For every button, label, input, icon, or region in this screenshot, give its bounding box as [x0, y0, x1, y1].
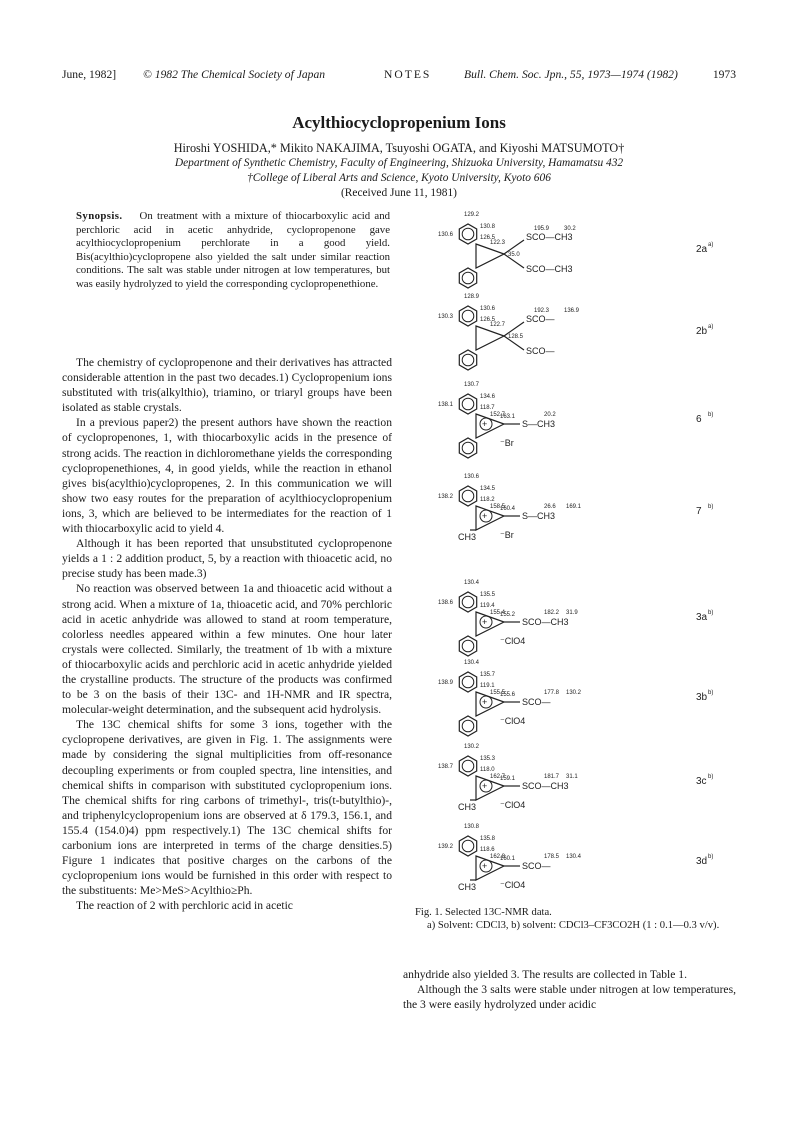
aromatic-circle	[462, 310, 474, 322]
shift-label: 152.7	[490, 412, 506, 418]
shift-label: 128.9	[464, 294, 480, 300]
substituent-label: S—CH3	[522, 511, 556, 521]
aromatic-circle	[462, 760, 474, 772]
shift-label: 155.6	[500, 692, 516, 698]
shift-label: 130.6	[464, 474, 480, 480]
acyl-group-label: SCO—CH3	[526, 232, 573, 242]
author-list: Hiroshi YOSHIDA,* Mikito NAKAJIMA, Tsuyoshi OGATA, and Kiyoshi MATSUMOTO†	[173, 141, 625, 155]
aromatic-circle	[462, 676, 474, 688]
counter-ion-label: ⁻ClO4	[500, 880, 526, 890]
acyl-group-label: SCO—	[526, 314, 555, 324]
counter-ion-label: ⁻ClO4	[500, 636, 526, 646]
shift-label: 136.9	[564, 308, 580, 314]
counter-ion-label: ⁻ClO4	[500, 800, 526, 810]
cyclopropene-ring	[476, 326, 504, 350]
shift-label: 162.7	[490, 774, 506, 780]
structure-drawings	[440, 212, 730, 892]
header-date: June, 1982]	[62, 68, 117, 81]
compound-id: 3b	[696, 692, 708, 703]
header-section: NOTES	[384, 68, 432, 81]
methyl-label: CH3	[458, 882, 477, 892]
aromatic-circle	[462, 490, 474, 502]
shift-label: 135.3	[480, 756, 496, 762]
compound-id: 3a	[696, 612, 708, 623]
shift-label: 129.2	[464, 212, 480, 218]
shift-label: 138.2	[438, 494, 454, 500]
shift-label: 134.6	[480, 394, 496, 400]
header-page-number: 1973	[712, 68, 736, 81]
figure-caption	[415, 906, 735, 932]
shift-label: 119.1	[480, 683, 495, 689]
body-text-left-column	[62, 355, 392, 913]
aromatic-circle	[462, 596, 474, 608]
shift-label: 160.4	[500, 506, 516, 512]
received-date: (Received June 11, 1981)	[341, 187, 457, 199]
solvent-note-mark: b)	[708, 504, 714, 510]
shift-label: 128.5	[508, 334, 524, 340]
shift-label: 122.3	[490, 240, 506, 246]
shift-label: 130.2	[464, 744, 480, 750]
shift-label: 155.5	[490, 690, 506, 696]
shift-label: 159.1	[500, 776, 516, 782]
shift-label: 178.5	[544, 854, 560, 860]
shift-label: 119.4	[480, 603, 495, 609]
shift-label: 138.1	[438, 402, 454, 408]
shift-label: 177.8	[544, 690, 560, 696]
shift-label: 138.7	[438, 764, 454, 770]
shift-label: 122.7	[490, 322, 506, 328]
shift-label: 169.1	[566, 504, 582, 510]
shift-label: 126.5	[480, 317, 496, 323]
shift-label: 130.4	[464, 660, 480, 666]
compound-id: 3d	[696, 856, 708, 867]
shift-label: 138.6	[438, 600, 454, 606]
substituent-label: SCO—	[522, 697, 551, 707]
shift-label: 130.6	[438, 232, 454, 238]
synopsis	[76, 210, 390, 292]
shift-label: 130.4	[566, 854, 582, 860]
plus-charge: +	[482, 511, 488, 521]
header-journal: Bull. Chem. Soc. Jpn., 55, 1973—1974 (1982)	[464, 68, 678, 81]
shift-label: 130.8	[464, 824, 480, 830]
substituent-label: S—CH3	[522, 419, 556, 429]
aromatic-circle	[462, 398, 474, 410]
shift-label: 135.7	[480, 672, 496, 678]
solvent-note-mark: a)	[708, 242, 714, 248]
affiliation-1: Department of Synthetic Chemistry, Faculty of Engineering, Shizuoka University, Hamamatsu 432	[174, 157, 624, 169]
acyl-group-label: SCO—CH3	[526, 264, 573, 274]
shift-label: 134.5	[480, 486, 496, 492]
shift-label: 130.8	[480, 224, 496, 230]
counter-ion-label: ⁻ClO4	[500, 716, 526, 726]
header-copyright: © 1982 The Chemical Society of Japan	[143, 68, 326, 81]
paragraph: The reaction of 2 with perchloric acid in acetic	[76, 899, 293, 913]
counter-ion-label: ⁻Br	[500, 438, 514, 448]
body-text-right-column	[403, 967, 736, 1012]
shift-label: 118.2	[480, 497, 495, 503]
shift-label: 135.8	[480, 836, 496, 842]
shift-label: 130.6	[480, 306, 496, 312]
shift-label: 181.7	[544, 774, 560, 780]
compound-id: 2b	[696, 326, 708, 337]
cyclopropene-ring	[476, 244, 504, 268]
shift-label: 20.2	[544, 412, 556, 418]
shift-label: 26.6	[544, 504, 556, 510]
shift-label: 31.1	[566, 774, 578, 780]
plus-charge: +	[482, 781, 488, 791]
plus-charge: +	[482, 861, 488, 871]
synopsis-label: Synopsis.	[76, 210, 123, 222]
paragraph: anhydride also yielded 3. The results are collected in Table 1.	[403, 968, 688, 981]
caption-solvent-note: a) Solvent: CDCl3, b) solvent: CDCl3–CF3CO2H (1 : 0.1—0.3 v/v).	[427, 920, 720, 932]
synopsis-text: On treatment with a mixture of thiocarboxylic acid and perchloric acid in acetic anhydride, cyclopropenone gave acylthiocyclopropenium perchlorate in a good yield. Bis(acylthio)cyclopropene also yielded the salt under similar reaction conditions. The salt was stable under nitrogen at low temperatures, but was easily hydrolyzed to yield the corresponding cyclopropenethione.	[76, 210, 391, 290]
methyl-label: CH3	[458, 802, 477, 812]
shift-label: 130.7	[464, 382, 480, 388]
aromatic-circle	[462, 840, 474, 852]
figure-1-nmr-structures	[440, 212, 730, 892]
shift-label: 155.4	[490, 610, 506, 616]
compound-id: 3c	[696, 776, 707, 787]
compound-id: 7	[696, 506, 702, 517]
shift-label: 182.2	[544, 610, 560, 616]
solvent-note-mark: b)	[708, 774, 714, 780]
solvent-note-mark: b)	[708, 610, 714, 616]
shift-label: 118.7	[480, 405, 495, 411]
caption-title: Fig. 1. Selected 13C-NMR data.	[415, 907, 552, 918]
counter-ion-label: ⁻Br	[500, 530, 514, 540]
paragraph: The 13C chemical shifts for some 3 ions, together with the cyclopropene derivatives, are given in Fig. 1. The assignments were made by considering the signal multiplicities from off-resonance decoupling experiments or from coupled spectra, line intensities, and chemical shifts in comparison with substituted cyclopropenium ions. The chemical shifts for ring carbons of trimethyl-, tris(t-butylthio)-, and triphenylcyclopropenium ions are observed at δ 179.3, 156.1, and 155.4 (154.0)4) ppm respectively.1) The 13C chemical shifts for carbonium ions are interpreted in terms of the charge densities.5) Figure 1 indicates that positive charges on the carbons of the cyclopropenium ions would be furnished in this order with respect to the substituents: Me>MeS>Acylthio≥Ph.	[62, 718, 392, 898]
compound-id: 2a	[696, 244, 708, 255]
shift-label: 139.2	[438, 844, 454, 850]
shift-label: 195.9	[534, 226, 550, 232]
aromatic-circle	[462, 272, 474, 284]
running-header	[62, 68, 736, 84]
shift-label: 135.5	[480, 592, 496, 598]
shift-label: 31.9	[566, 610, 578, 616]
shift-label: 192.3	[534, 308, 550, 314]
paragraph: In a previous paper2) the present authors have shown the reaction of cyclopropenones, 1, with thiocarboxylic acids in the presence of strong acids. The reaction in dichloromethane yields the corresponding cyclopropenethiones, 4, in good yields, while the reaction in ethanol gives bis(acylthio)cyclopropenes, 2. In this communication we will show two easy routes for the preparation of acylthiocyclopropenium ions, 3, which are believed to be intermediates for the reaction of 1 with thiocarboxylic acid to yield 4.	[62, 416, 392, 536]
aromatic-circle	[462, 228, 474, 240]
shift-label: 118.0	[480, 767, 495, 773]
shift-label: 130.3	[438, 314, 454, 320]
compound-id: 6	[696, 414, 702, 425]
title-block	[62, 112, 736, 201]
paragraph: The chemistry of cyclopropenone and their derivatives has attracted considerable attention in the past two decades.1) Cyclopropenium ions substituted with tris(alkylthio), triamino, or triaryl groups have been isolated as stable crystals.	[62, 356, 392, 415]
shift-label: 155.2	[500, 612, 516, 618]
plus-charge: +	[482, 419, 488, 429]
substituent-label: SCO—CH3	[522, 781, 569, 791]
shift-label: 118.6	[480, 847, 495, 853]
methyl-label: CH3	[458, 532, 477, 542]
paper-title: Acylthiocyclopropenium Ions	[292, 113, 506, 132]
solvent-note-mark: b)	[708, 412, 714, 418]
acyl-group-label: SCO—	[526, 346, 555, 356]
shift-label: 130.2	[566, 690, 582, 696]
aromatic-circle	[462, 354, 474, 366]
aromatic-circle	[462, 640, 474, 652]
shift-label: 158.5	[490, 504, 506, 510]
aromatic-circle	[462, 720, 474, 732]
shift-label: 30.2	[564, 226, 576, 232]
solvent-note-mark: b)	[708, 690, 714, 696]
substituent-label: SCO—CH3	[522, 617, 569, 627]
paragraph: No reaction was observed between 1a and thioacetic acid without a strong acid. When a mixture of 1a, thioacetic acid, and 70% perchloric acid in acetic anhydride was allowed to stand at room temperature, colorless needles appeared within a few minutes. One hour later crystals were collected. Similarly, the treatment of 1b with a mixture of thiocarboxylic acids and perchloric acid in acetic anhydride yielded the crystalline products. The structure of the products was confirmed to be 3 on the basis of their 13C- and 1H-NMR and IR spectra, molecular-weight determination, and the subsequent acid hydrolysis.	[62, 582, 392, 717]
aromatic-circle	[462, 442, 474, 454]
substituent-label: SCO—	[522, 861, 551, 871]
shift-label: 163.1	[500, 414, 516, 420]
shift-label: 35.0	[508, 252, 520, 258]
shift-label: 162.8	[490, 854, 506, 860]
plus-charge: +	[482, 697, 488, 707]
paragraph: Although the 3 salts were stable under nitrogen at low temperatures, the 3 were easily hydrolyzed under acidic	[403, 983, 736, 1012]
affiliation-2: †College of Liberal Arts and Science, Kyoto University, Kyoto 606	[247, 172, 551, 184]
shift-label: 160.1	[500, 856, 516, 862]
shift-label: 138.9	[438, 680, 454, 686]
shift-label: 126.5	[480, 235, 496, 241]
solvent-note-mark: b)	[708, 854, 714, 860]
solvent-note-mark: a)	[708, 324, 714, 330]
shift-label: 130.4	[464, 580, 480, 586]
paragraph: Although it has been reported that unsubstituted cyclopropenone yields a 1 : 2 addition product, 5, by a reaction with thioacetic acid, no precise study has been made.3)	[62, 537, 392, 581]
plus-charge: +	[482, 617, 488, 627]
